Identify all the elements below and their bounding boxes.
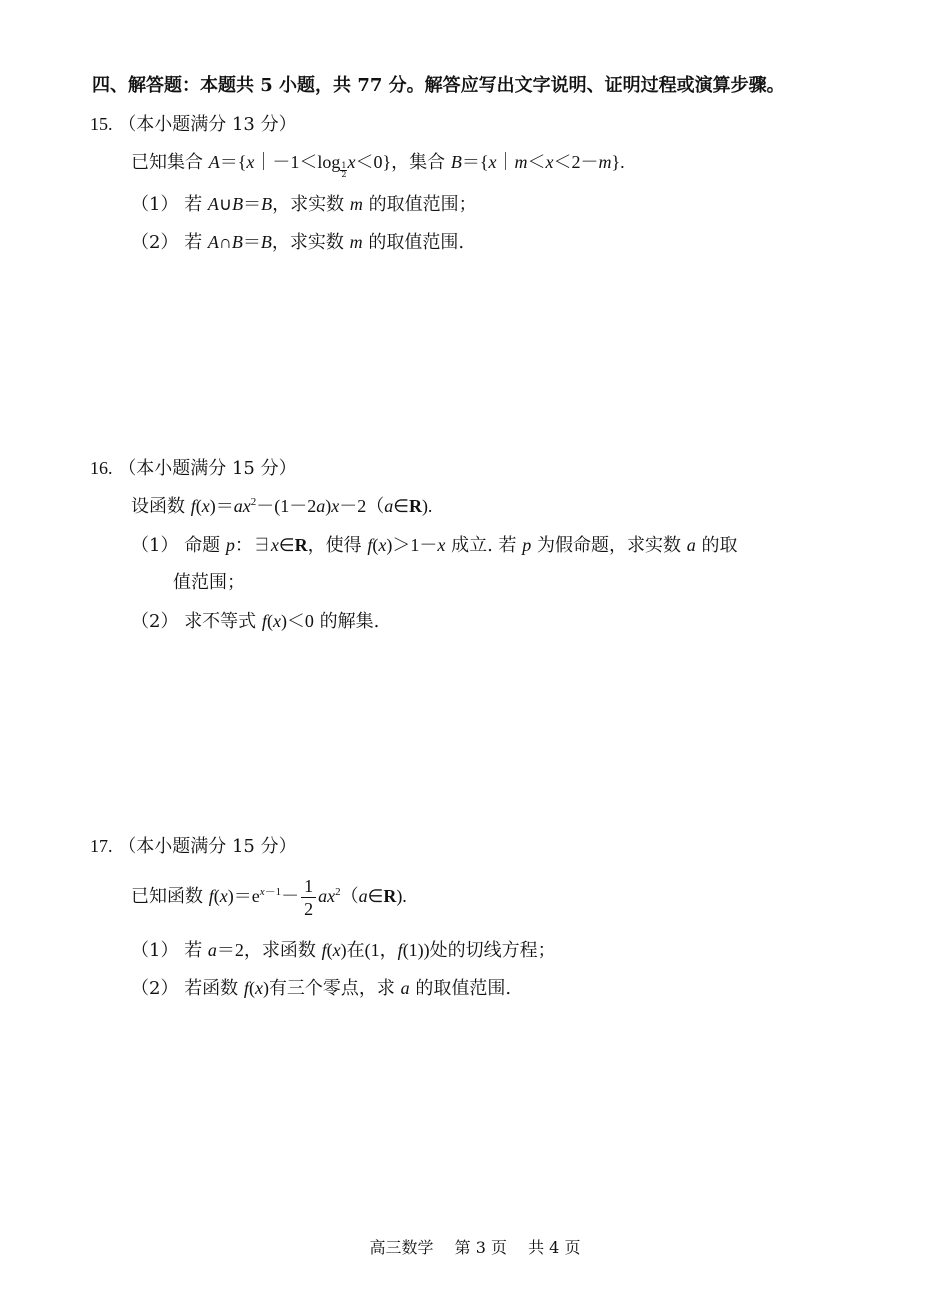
- q15-number: 15.: [90, 114, 113, 134]
- footer-subject: 高三数学: [369, 1238, 434, 1257]
- q15-score: （本小题满分 13 分）: [118, 114, 297, 135]
- q16-part2: （2） 求不等式 f(x)＜0 的解集.: [131, 611, 380, 632]
- page-footer: [0, 1235, 950, 1258]
- footer-page: 第 3 页: [454, 1238, 507, 1257]
- q16-part1: （1） 命题 p：∃x∈R，使得 f(x)＞1－x 成立. 若 p 为假命题，求实数 a 的取: [131, 535, 738, 556]
- q16-score: （本小题满分 15 分）: [118, 458, 297, 479]
- q15-header: [90, 112, 297, 137]
- q17-part2: （2） 若函数 f(x)有三个零点，求 a 的取值范围.: [131, 978, 512, 999]
- q17-half-fraction: $\frac{1}{2}$: [301, 875, 316, 920]
- q17-header: [90, 834, 297, 859]
- q16-stem: 设函数 $f(x)=ax^2-(1-2a)x-2(a\in R)$.: [131, 496, 433, 517]
- q16-part1-cont: 值范围；: [173, 572, 245, 593]
- q16-number: 16.: [90, 458, 113, 478]
- q17-part1: （1） 若 a＝2，求函数 f(x)在(1，f(1))处的切线方程；: [131, 940, 556, 961]
- section-heading: 四、解答题：本题共 5 小题，共 77 分。解答应写出文字说明、证明过程或演算步骤。: [92, 75, 785, 96]
- q15-part2: （2） 若 A∩B＝B，求实数 m 的取值范围.: [131, 232, 465, 253]
- q15-set-b: B＝{x｜m＜x＜2－m}.: [450, 152, 625, 172]
- footer-total: 共 4 页: [528, 1238, 581, 1257]
- q15-set-a: A＝{x｜－1＜log $\frac{1}{2}$ x＜0}: [208, 152, 392, 179]
- q17-stem: 已知函数 $f(x)=e^{x-1}-$ $\frac{1}{2}$ $ax^2(a\in R)$.: [131, 875, 407, 919]
- q17-score: （本小题满分 15 分）: [118, 836, 297, 857]
- q15-stem: 已知集合 A＝{x｜－1＜log $\frac{1}{2}$ x＜0}，集合 B＝{x｜m＜x＜2－m}.: [131, 152, 625, 179]
- q15-part1: （1） 若 A∪B＝B，求实数 m 的取值范围；: [131, 194, 477, 215]
- q17-number: 17.: [90, 836, 113, 856]
- q16-header: [90, 456, 297, 481]
